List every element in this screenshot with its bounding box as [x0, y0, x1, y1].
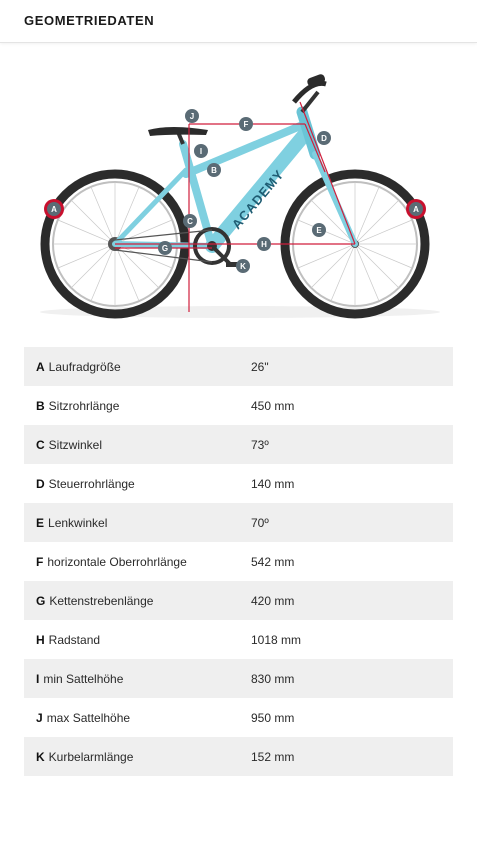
row-label	[24, 360, 251, 374]
row-value: 1018 mm	[251, 632, 302, 647]
row-letter: C	[36, 437, 45, 452]
row-letter: H	[36, 632, 45, 647]
table-row	[24, 503, 453, 542]
row-label-text: Sitzrohrlänge	[48, 398, 120, 413]
row-label-text: Sitzwinkel	[48, 437, 103, 452]
row-label-text: Steuerrohrlänge	[48, 476, 135, 491]
table-row	[24, 737, 453, 776]
table-row	[24, 620, 453, 659]
row-label-text: Radstand	[48, 632, 101, 647]
table-row	[24, 542, 453, 581]
table-row	[24, 347, 453, 386]
svg-text:K: K	[240, 262, 246, 271]
row-letter: K	[36, 749, 45, 764]
row-value: 950 mm	[251, 710, 295, 725]
row-value: 152 mm	[251, 749, 295, 764]
row-label	[24, 399, 251, 413]
row-letter: I	[36, 671, 40, 686]
geometry-table	[24, 347, 453, 776]
row-value: 542 mm	[251, 554, 295, 569]
svg-text:B: B	[211, 166, 217, 175]
svg-text:H: H	[261, 240, 267, 249]
row-letter: D	[36, 476, 45, 491]
row-value: 420 mm	[251, 593, 295, 608]
row-label	[24, 555, 251, 569]
table-row	[24, 581, 453, 620]
table-row	[24, 464, 453, 503]
row-value: 450 mm	[251, 398, 295, 413]
marker-e	[312, 223, 326, 237]
saddle	[148, 127, 208, 136]
table-row	[24, 425, 453, 464]
row-label-text: max Sattelhöhe	[46, 710, 131, 725]
svg-text:A: A	[51, 205, 57, 214]
bike-geometry-figure	[0, 62, 477, 332]
svg-text:J: J	[189, 112, 195, 121]
row-label-text: min Sattelhöhe	[43, 671, 124, 686]
table-row	[24, 698, 453, 737]
row-label-text: Lenkwinkel	[48, 515, 108, 530]
row-label	[24, 477, 251, 491]
row-label-text: Kurbelarmlänge	[48, 749, 134, 764]
marker-i	[194, 144, 208, 158]
svg-text:F: F	[243, 120, 249, 129]
svg-text:G: G	[161, 244, 169, 253]
row-label	[24, 711, 251, 725]
row-value: 73º	[251, 437, 269, 452]
row-label	[24, 633, 251, 647]
page-header	[0, 0, 477, 43]
row-label-text: Laufradgröße	[48, 359, 121, 374]
marker-a-rear	[44, 199, 64, 219]
marker-h	[257, 237, 271, 251]
marker-j	[185, 109, 199, 123]
svg-text:D: D	[321, 134, 327, 143]
svg-text:I: I	[199, 147, 203, 156]
row-letter: J	[36, 710, 43, 725]
page-title: GEOMETRIEDATEN	[24, 13, 155, 28]
row-value: 140 mm	[251, 476, 295, 491]
marker-d	[317, 131, 331, 145]
row-letter: F	[36, 554, 44, 569]
row-label	[24, 516, 251, 530]
svg-text:E: E	[316, 226, 322, 235]
row-label	[24, 672, 251, 686]
row-value: 26"	[251, 359, 269, 374]
row-label	[24, 750, 251, 764]
marker-f	[239, 117, 253, 131]
marker-c	[183, 214, 197, 228]
row-label-text: Kettenstrebenlänge	[49, 593, 154, 608]
row-letter: G	[36, 593, 46, 608]
row-label-text: horizontale Oberrohrlänge	[47, 554, 187, 569]
marker-g	[158, 241, 172, 255]
marker-b	[207, 163, 221, 177]
row-letter: E	[36, 515, 45, 530]
row-label	[24, 594, 251, 608]
row-label	[24, 438, 251, 452]
table-row	[24, 659, 453, 698]
row-letter: A	[36, 359, 45, 374]
frame-decal: ACADEMY	[228, 166, 288, 232]
marker-a-front	[406, 199, 426, 219]
bike-geometry-illustration	[0, 62, 477, 332]
table-row	[24, 386, 453, 425]
row-letter: B	[36, 398, 45, 413]
marker-k	[236, 259, 250, 273]
row-value: 70º	[251, 515, 269, 530]
svg-text:A: A	[413, 205, 419, 214]
svg-text:C: C	[187, 217, 193, 226]
row-value: 830 mm	[251, 671, 295, 686]
